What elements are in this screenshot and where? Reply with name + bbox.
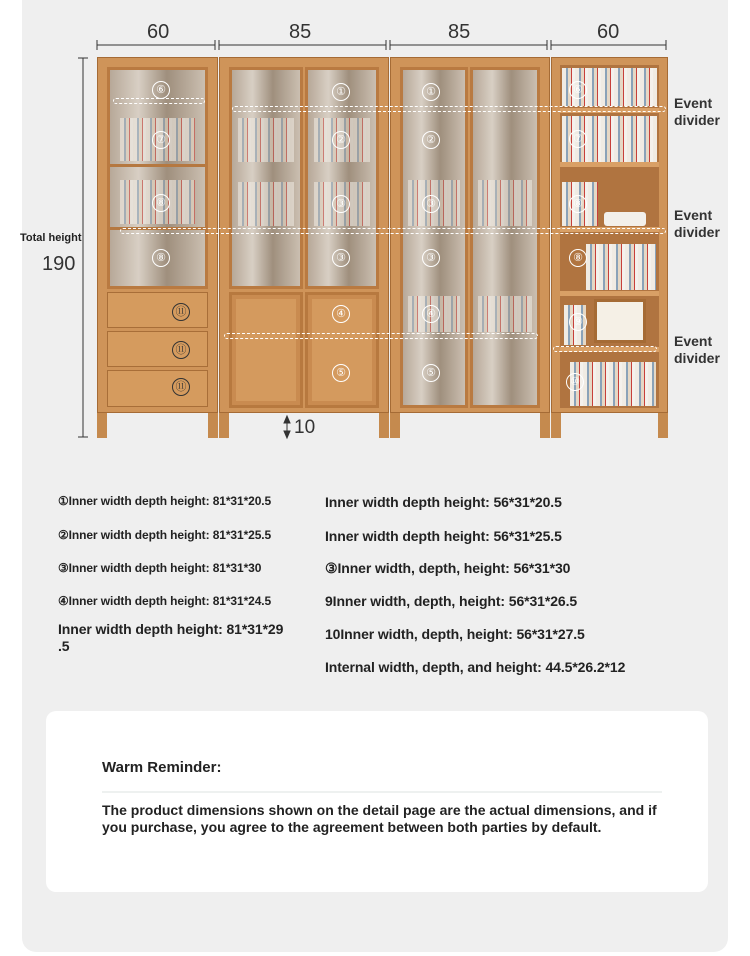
spec-item: ④Inner width depth height: 81*31*24.5 bbox=[58, 594, 272, 608]
compartment-number: ⑤ bbox=[332, 364, 350, 382]
compartment-number: ⑪ bbox=[172, 378, 190, 396]
divider-outline bbox=[120, 228, 666, 234]
compartment-number: ⑤ bbox=[422, 364, 440, 382]
event-divider-label: Event divider bbox=[674, 95, 720, 128]
leg-height-value: 10 bbox=[294, 417, 316, 438]
compartment-number: ③ bbox=[422, 195, 440, 213]
compartment-number: ① bbox=[332, 83, 350, 101]
spec-item: 10Inner width, depth, height: 56*31*27.5 bbox=[325, 626, 585, 642]
total-height-value: 190 bbox=[42, 253, 76, 275]
compartment-number: ⑧ bbox=[152, 249, 170, 267]
spec-item: Inner width depth height: 56*31*25.5 bbox=[325, 528, 562, 544]
compartment-number: ② bbox=[332, 131, 350, 149]
spec-item: ①Inner width depth height: 81*31*20.5 bbox=[58, 494, 272, 508]
compartment-number: ⑦ bbox=[569, 130, 587, 148]
spec-item: Internal width, depth, and height: 44.5*26.2*12 bbox=[325, 659, 626, 675]
width-label-2: 85 bbox=[289, 21, 312, 43]
compartment-number: ② bbox=[422, 131, 440, 149]
compartment-number: ⑪ bbox=[172, 303, 190, 321]
compartment-number: ⑧ bbox=[152, 194, 170, 212]
spec-item: ③Inner width, depth, height: 56*31*30 bbox=[325, 560, 571, 576]
reminder-title: Warm Reminder: bbox=[102, 759, 222, 776]
compartment-number: ④ bbox=[332, 305, 350, 323]
compartment-number: ① bbox=[422, 83, 440, 101]
compartment-number: ⑥ bbox=[152, 81, 170, 99]
compartment-number: ⑦ bbox=[152, 131, 170, 149]
width-label-1: 60 bbox=[147, 21, 170, 43]
compartment-number: ⑥ bbox=[569, 81, 587, 99]
compartment-number: ③ bbox=[332, 249, 350, 267]
width-label-4: 60 bbox=[597, 21, 620, 43]
compartment-number: ⑧ bbox=[569, 195, 587, 213]
width-label-3: 85 bbox=[448, 21, 471, 43]
spec-item: ②Inner width depth height: 81*31*25.5 bbox=[58, 528, 272, 542]
compartment-number: ⑨ bbox=[569, 313, 587, 331]
spec-item: Inner width depth height: 81*31*29 bbox=[58, 621, 284, 637]
compartment-number: ④ bbox=[422, 305, 440, 323]
reminder-divider bbox=[102, 791, 662, 793]
divider-outline bbox=[224, 333, 538, 339]
compartment-number: ③ bbox=[332, 195, 350, 213]
spec-item: ③Inner width depth height: 81*31*30 bbox=[58, 561, 262, 575]
compartment-number: ③ bbox=[422, 249, 440, 267]
compartment-number: ⑩ bbox=[566, 373, 584, 391]
spec-item: 9Inner width, depth, height: 56*31*26.5 bbox=[325, 593, 578, 609]
event-divider-label: Event divider bbox=[674, 207, 720, 240]
event-divider-label: Event divider bbox=[674, 333, 720, 366]
spec-item: .5 bbox=[58, 638, 70, 654]
spec-item: Inner width depth height: 56*31*20.5 bbox=[325, 494, 562, 510]
reminder-card bbox=[46, 711, 708, 892]
divider-outline bbox=[553, 346, 657, 352]
total-height-label: Total height bbox=[20, 232, 82, 244]
compartment-number: ⑪ bbox=[172, 341, 190, 359]
compartment-number: ⑧ bbox=[569, 249, 587, 267]
divider-outline bbox=[232, 106, 666, 112]
reminder-text: The product dimensions shown on the detail page are the actual dimensions, and if you purchase, you agree to the agreement between both parties by default. bbox=[102, 802, 657, 835]
